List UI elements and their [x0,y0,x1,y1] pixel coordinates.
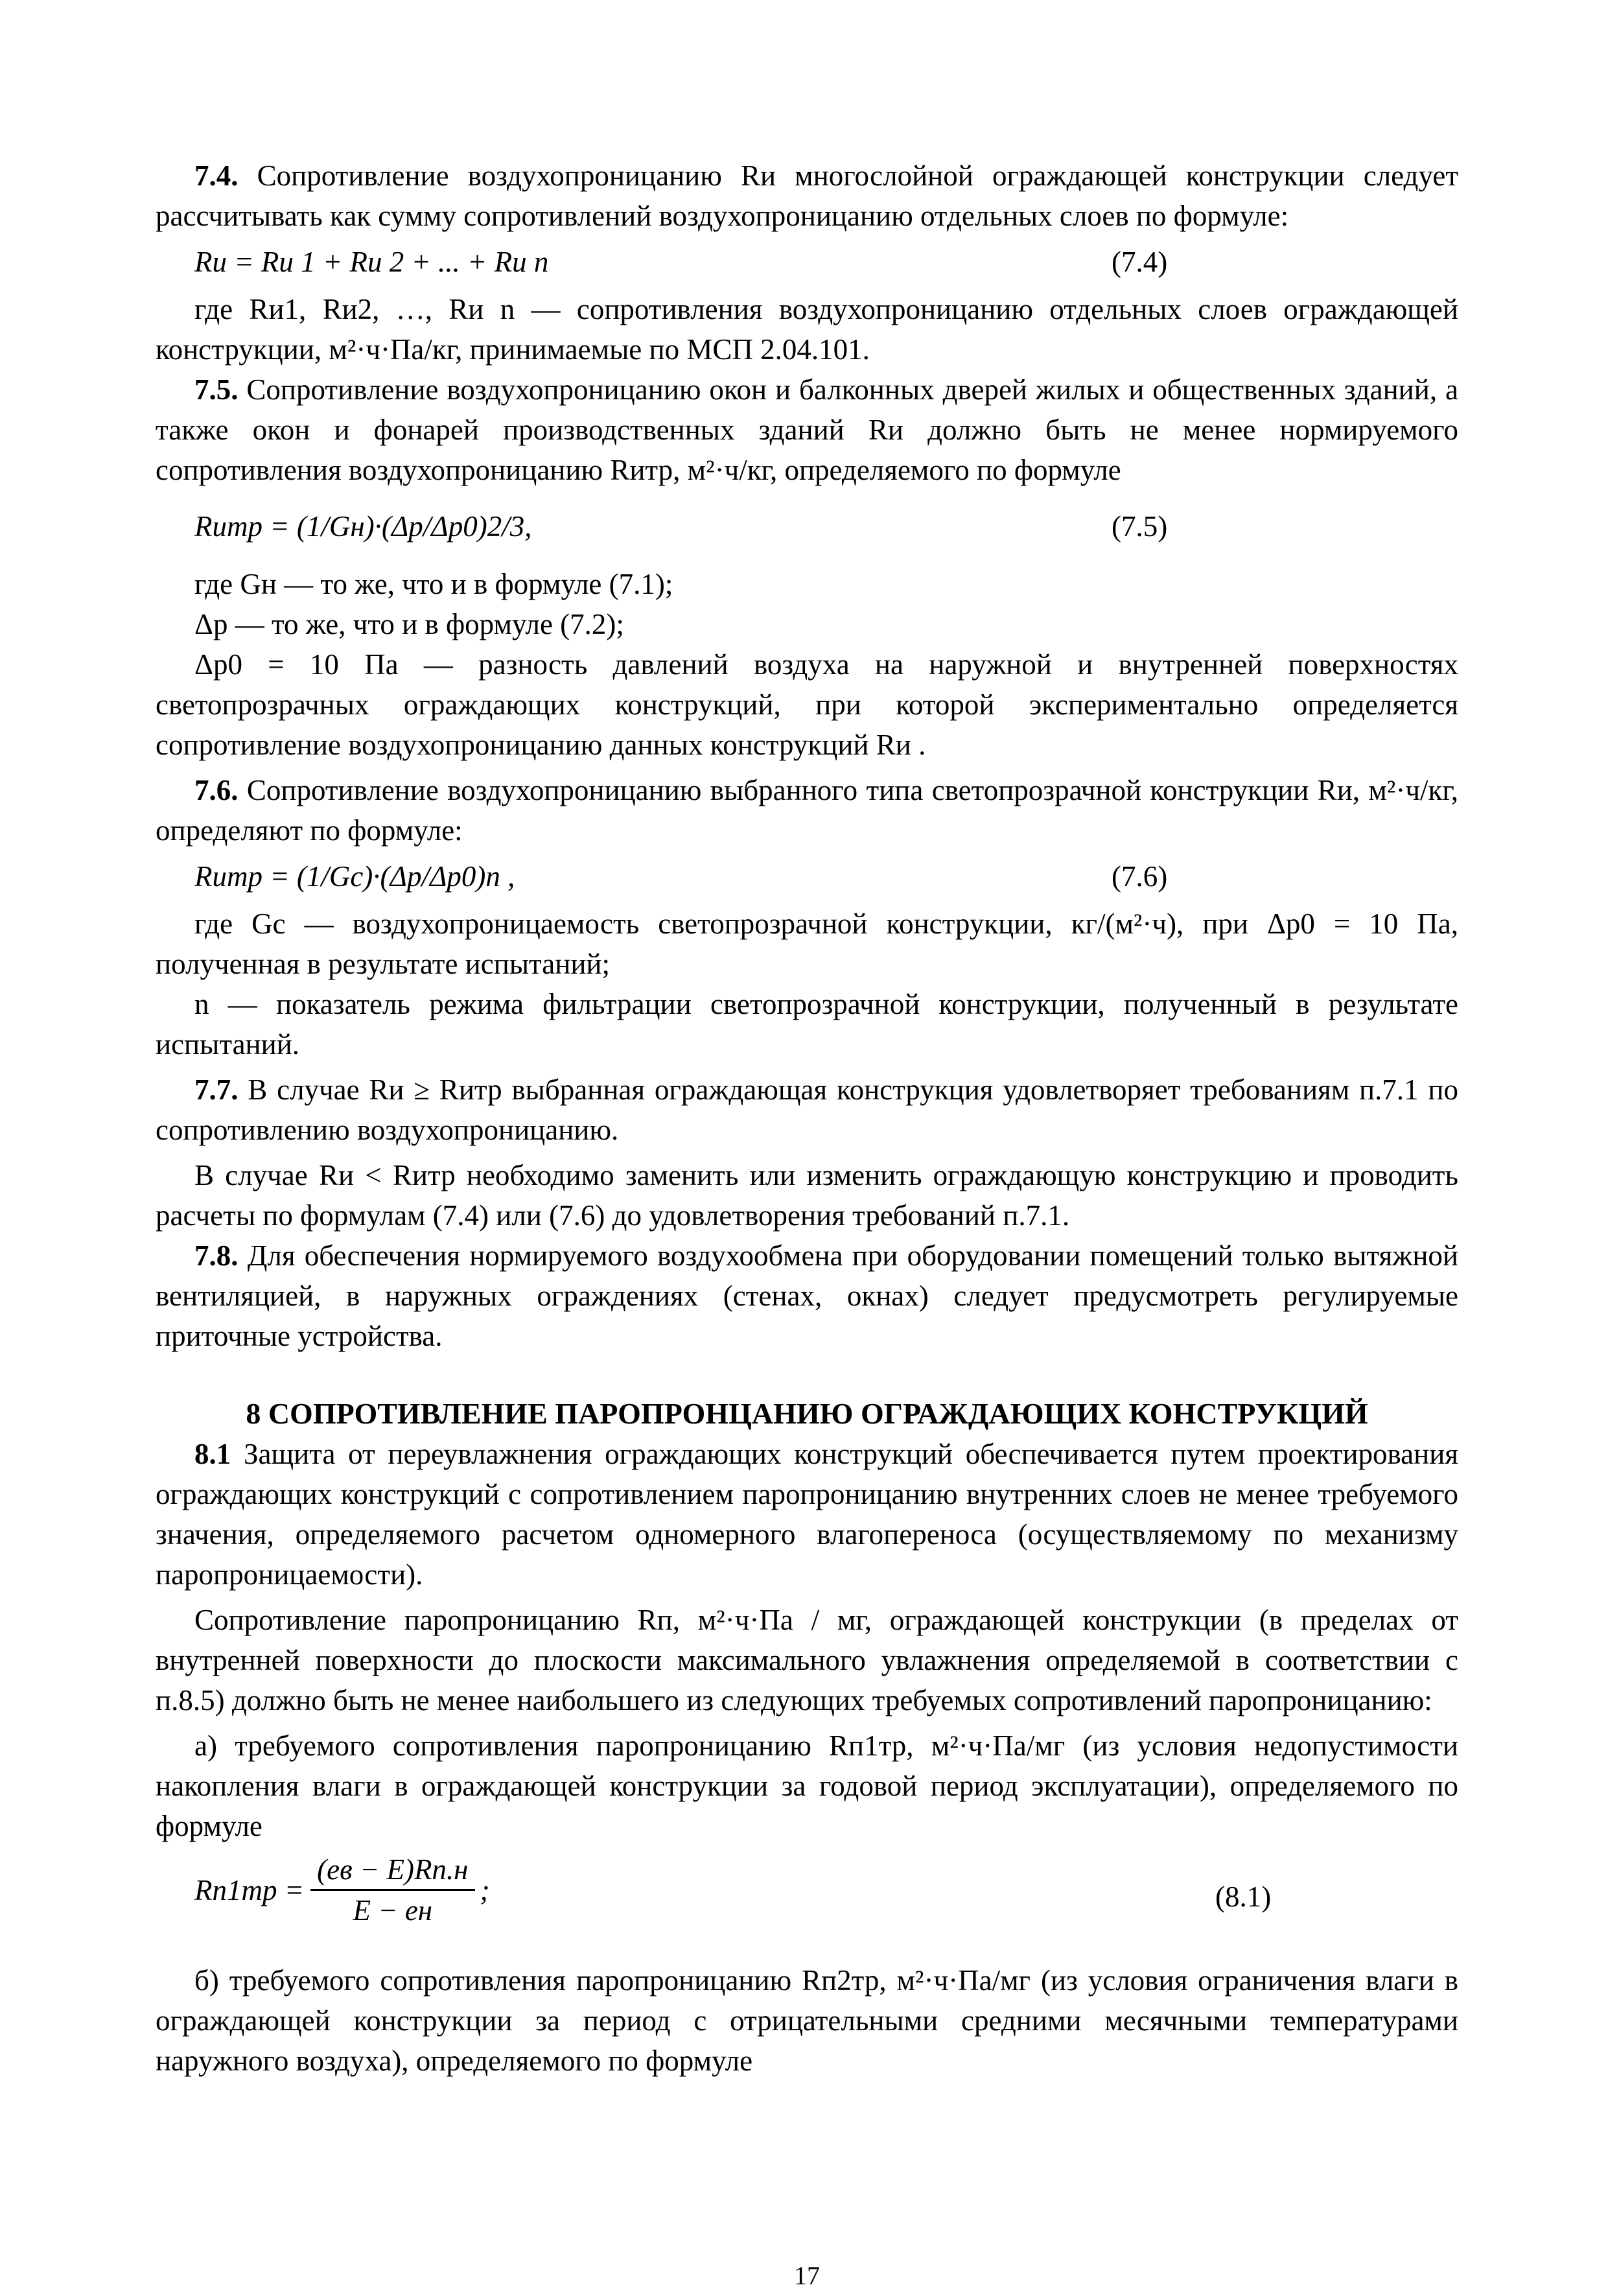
formula-expression: Rитр = (1/Gн)·(Δp/Δp0)2/3, [194,510,532,543]
paragraph-7-5 [156,369,1458,490]
formula-lhs: Rп1тр = [194,1873,305,1906]
clause-text: Для обеспечения нормируемого воздухообмена при оборудовании помещений только вытяжной вентиляцией, в наружных ограждениях (стенах, окнах) следует предусмотреть регулируемые приточные устройства. [156,1239,1458,1352]
fraction [310,1853,474,1927]
formula-expression: Rи = Rи 1 + Rи 2 + ... + Rи n [194,246,549,278]
paragraph-8-1-bb: б) требуемого сопротивления паропроницанию Rп2тр, м²·ч·Па/мг (из условия ограничения влаги в ограждающей конструкции за период с отрицательными средними месячными температурами наружного воздуха), определяемого по формуле [156,1964,1458,2077]
clause-text: Сопротивление воздухопроницанию Rи многослойной ограждающей конструкции следует рассчитывать как сумму сопротивлений воздухопроницанию отдельных слоев по формуле: [156,159,1458,232]
formula-7-6 [156,852,1458,901]
clause-text: Сопротивление воздухопроницанию окон и балконных дверей жилых и общественных зданий, а также окон и фонарей производственных зданий Rи должно быть не менее нормируемого сопротивления воздухопроницанию Rитр, м²·ч/кг, определяемого по формуле [156,373,1458,486]
fraction-numerator: (eв − E)Rп.н [310,1853,474,1891]
section-heading: 8 СОПРОТИВЛЕНИЕ ПАРОПРОНЦАНИЮ ОГРАЖДАЮЩИХ КОНСТРУКЦИЙ [246,1397,1368,1430]
clause-number: 7.6. [194,774,239,806]
paragraph-7-4 [156,156,1458,236]
where-clause: Δp — то же, что и в формуле (7.2); [194,608,624,640]
clause-number: 7.5. [194,373,239,406]
clause-text: Защита от переувлажнения ограждающих конструкций обеспечивается путем проектирования ограждающих конструкций с сопротивлением паропроницанию внутренних слоев не менее требуемого значения, определяемого расчетом одномерного влагопереноса (осуществляемому по механизму паропроницаемости). [156,1438,1458,1591]
where-clause: n — показатель режима фильтрации светопрозрачной конструкции, полученный в результате испытаний. [156,988,1458,1060]
paragraph-8-1 [156,1434,1458,1595]
where-clause: где Gн — то же, что и в формуле (7.1); [194,568,673,600]
clause-number: 8.1 [194,1438,231,1470]
formula-number: (7.4) [1112,246,1168,278]
where-clause: Δp0 = 10 Па — разность давлений воздуха на наружной и внутренней поверхностях светопрозрачных ограждающих конструкций, при которой экспериментально определяется сопротивление воздухопроницанию данных конструкций Rи . [156,648,1458,761]
paragraph-7-8 [156,1236,1458,1356]
clause-number: 7.4. [194,159,239,192]
clause-number: 7.7. [194,1073,239,1106]
formula-expression: Rитр = (1/Gс)·(Δp/Δp0)n , [194,860,515,893]
fraction-expression [194,1853,490,1927]
formula-number: (7.6) [1112,860,1168,893]
formula-7-4 [156,237,1458,287]
formula-7-5 [156,491,1458,561]
paragraph-7-7-b: В случае Rи < Rитр необходимо заменить или изменить ограждающую конструкцию и проводить расчеты по формулам (7.4) или (7.6) до удовлетворения требований п.7.1. [156,1159,1458,1232]
clause-text: В случае Rи ≥ Rитр выбранная ограждающая конструкция удовлетворяет требованиям п.7.1 по сопротивлению воздухопроницанию. [156,1073,1458,1146]
where-clause: где Gс — воздухопроницаемость светопрозрачной конструкции, кг/(м²·ч), при Δp0 = 10 Па, полученная в результате испытаний; [156,908,1458,980]
formula-tail: ; [480,1873,490,1906]
formula-8-1 [156,1847,1458,1958]
paragraph-8-1-b: Сопротивление паропроницанию Rп, м²·ч·Па / мг, ограждающей конструкции (в пределах от внутренней поверхности до плоскости максимального увлажнения определяемой в соответствии с п.8.5) должно быть не менее наибольшего из следующих требуемых сопротивлений паропроницанию: [156,1604,1458,1716]
document-page [156,156,1458,2290]
formula-number: (8.1) [1215,1880,1272,1913]
page-number: 17 [794,2261,820,2290]
fraction-denominator: E − eн [353,1894,433,1927]
paragraph-7-6 [156,770,1458,850]
clause-text: Сопротивление воздухопроницанию выбранного типа светопрозрачной конструкции Rи, м²·ч/кг, определяют по формуле: [156,774,1458,847]
formula-number: (7.5) [1112,510,1168,543]
paragraph-8-1-a: а) требуемого сопротивления паропроницанию Rп1тр, м²·ч·Па/мг (из условия недопустимости накопления влаги в ограждающей конструкции за годовой период эксплуатации), определяемого по формуле [156,1729,1458,1842]
clause-number: 7.8. [194,1239,239,1272]
where-clause: где Rи1, Rи2, …, Rи n — сопротивления воздухопроницанию отдельных слоев ограждающей конструкции, м²·ч·Па/кг, принимаемые по МСП 2.04.101. [156,293,1458,366]
paragraph-7-7 [156,1070,1458,1150]
